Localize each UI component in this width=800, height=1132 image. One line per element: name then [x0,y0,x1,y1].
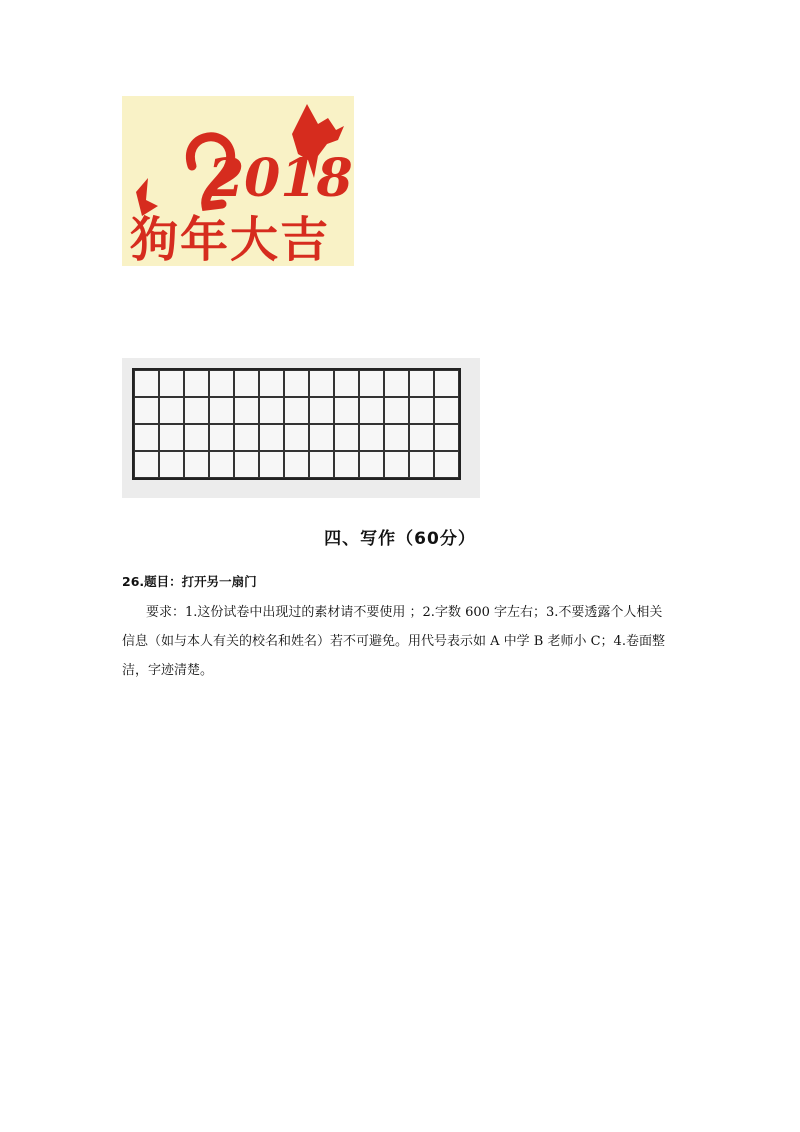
grid-cell [134,424,159,451]
grid-cell [359,370,384,397]
grid-cell [359,397,384,424]
new-year-2018-logo [122,96,354,266]
grid-cell [334,397,359,424]
grid-cell [184,451,209,478]
logo-year-text: 2018 [208,148,353,209]
grid-cell [434,370,459,397]
grid-cell [334,451,359,478]
grid-cell [134,397,159,424]
grid-cell [384,397,409,424]
grid-cell [409,424,434,451]
grid-cell [334,424,359,451]
grid-cell [134,451,159,478]
grid-cell [284,451,309,478]
grid-cell [234,397,259,424]
grid-cell [259,424,284,451]
grid-cell [209,451,234,478]
grid-cell [209,397,234,424]
grid-cell [434,424,459,451]
grid-cell [259,451,284,478]
grid-cell [309,397,334,424]
dog-tail-icon [136,178,158,216]
grid-cell [259,397,284,424]
grid-cell [159,370,184,397]
logo-graphic [122,96,354,266]
grid-cell [309,370,334,397]
grid-cell [159,424,184,451]
grid-cell [184,424,209,451]
grid-cell [384,370,409,397]
grid-cell [259,370,284,397]
grid-cell [184,397,209,424]
grid-cell [209,424,234,451]
grid-cell [234,424,259,451]
grid-cell [409,397,434,424]
answer-grid-image [122,358,480,498]
section-title: 四、写作（60分） [324,529,476,549]
answer-grid [132,368,461,480]
requirements-text: 要求：1.这份试卷中出现过的素材请不要使用 ；2.字数 600 字左右；3.不要透露个人相关信息（如与本人有关的校名和姓名）若不可避免。用代号表示如 A 中学 B 老师小 C；4.卷面整洁，字迹清楚。 [122,605,665,678]
grid-cell [184,370,209,397]
grid-cell [284,370,309,397]
grid-cell [409,370,434,397]
grid-cell [434,451,459,478]
logo-slogan-text: 狗年大吉 [130,212,331,266]
grid-cell [409,451,434,478]
grid-cell [234,370,259,397]
grid-cell [359,424,384,451]
grid-cell [384,451,409,478]
grid-cell [334,370,359,397]
grid-cell [284,424,309,451]
grid-cell [159,397,184,424]
question-requirements [122,598,668,685]
grid-cell [359,451,384,478]
grid-cell [134,370,159,397]
grid-cell [309,424,334,451]
grid-cell [384,424,409,451]
grid-cell [234,451,259,478]
question-title: 26.题目：打开另一扇门 [122,574,257,589]
grid-cell [309,451,334,478]
grid-cell [159,451,184,478]
grid-cell [434,397,459,424]
grid-cell [284,397,309,424]
grid-cell [209,370,234,397]
